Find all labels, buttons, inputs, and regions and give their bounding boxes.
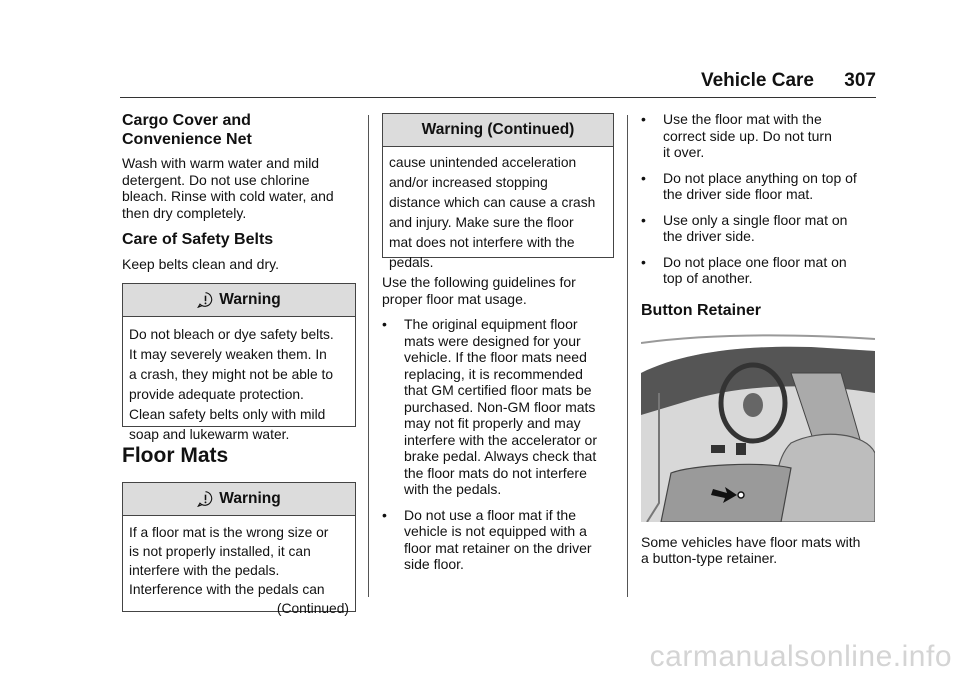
cargo-text: Wash with warm water and mild detergent. Do not use chlorine bleach. Rinse with cold water, and then dry completely.: [122, 155, 334, 221]
floor-mat-illustration: [641, 333, 875, 522]
bullet-symbol: •: [641, 169, 646, 186]
list-item: [641, 254, 877, 287]
list-item: [641, 212, 877, 245]
list-item: [641, 111, 877, 161]
warning-box-floor-mats: [122, 482, 356, 616]
list-item-text: Do not place anything on top of the driver side floor mat.: [663, 169, 857, 202]
car-interior-illustration: [641, 333, 875, 522]
list-item-text: Do not place one floor mat on top of another.: [663, 253, 847, 286]
column-divider-2: [627, 115, 628, 597]
bullet-symbol: •: [641, 253, 646, 270]
watermark: carmanualsonline.info: [649, 640, 952, 673]
cargo-heading: [122, 111, 356, 149]
bullet-symbol: •: [382, 506, 387, 523]
column-2: [382, 113, 614, 573]
warning-continued-title: Warning (Continued): [421, 121, 575, 138]
list-item-text: The original equipment floor mats were designed for your vehicle. If the floor mats need replacing, it is recommended that GM certified floor mats be purchased. Non-GM floor mats may not fit properly and may interfere with the accelerator or brake pedal. Always check that the floor mats do not interfere with the pedals.: [404, 316, 597, 497]
page-header-title: Vehicle Care: [700, 70, 814, 91]
list-item-text: Do not use a floor mat if the vehicle is not equipped with a floor mat retainer on the driver side floor.: [404, 506, 592, 572]
list-item-text: Use the floor mat with the correct side up. Do not turn it over.: [663, 111, 832, 160]
list-item: [641, 170, 877, 203]
warning-body: Do not bleach or dye safety belts. It may severely weaken them. In a crash, they might not be able to provide adequate protection. Clean safety belts only with mild soap and lukewarm water.: [129, 326, 334, 442]
warning-icon: [197, 490, 214, 507]
warning-title: Warning: [219, 489, 281, 507]
warning-box-continued: [382, 113, 614, 270]
list-item: [382, 316, 614, 498]
safety-belts-text: Keep belts clean and dry.: [122, 256, 279, 272]
column-1: [122, 111, 356, 616]
bullet-symbol: •: [382, 316, 387, 332]
floor-mats-heading: Floor Mats: [122, 443, 229, 467]
warning-body: cause unintended acceleration and/or increased stopping distance which can cause a crash and injury. Make sure the floor mat does not interfere with the pedals.: [389, 155, 596, 270]
warning-box-header: [383, 114, 613, 147]
list-item: [382, 507, 614, 573]
warning-icon: [197, 291, 214, 308]
retainer-caption: Some vehicles have floor mats with a button-type retainer.: [641, 533, 861, 566]
header-rule: [120, 97, 876, 98]
warning-title: Warning: [219, 290, 281, 308]
guidelines-text: Use the following guidelines for proper floor mat usage.: [382, 274, 576, 307]
warning-box-header: [123, 284, 355, 317]
list-item-text: Use only a single floor mat on the driver side.: [663, 211, 848, 244]
column-divider-1: [368, 115, 369, 597]
safety-belts-heading: Care of Safety Belts: [122, 231, 274, 248]
cargo-heading-line-2: Convenience Net: [122, 131, 252, 148]
cargo-heading-line-1: Cargo Cover and: [122, 112, 251, 129]
continued-label: (Continued): [276, 600, 349, 616]
bullet-symbol: •: [641, 211, 646, 228]
column-3: [641, 111, 877, 567]
button-retainer-heading: Button Retainer: [641, 301, 761, 319]
bullet-symbol: •: [641, 111, 646, 127]
warning-body: If a floor mat is the wrong size or is not properly installed, it can interfere with the pedals. Interference with the pedals can (Continued): [129, 524, 349, 616]
warning-box-header: [123, 483, 355, 516]
warning-box-safety-belts: [122, 283, 356, 442]
page-number: 307: [844, 70, 876, 91]
